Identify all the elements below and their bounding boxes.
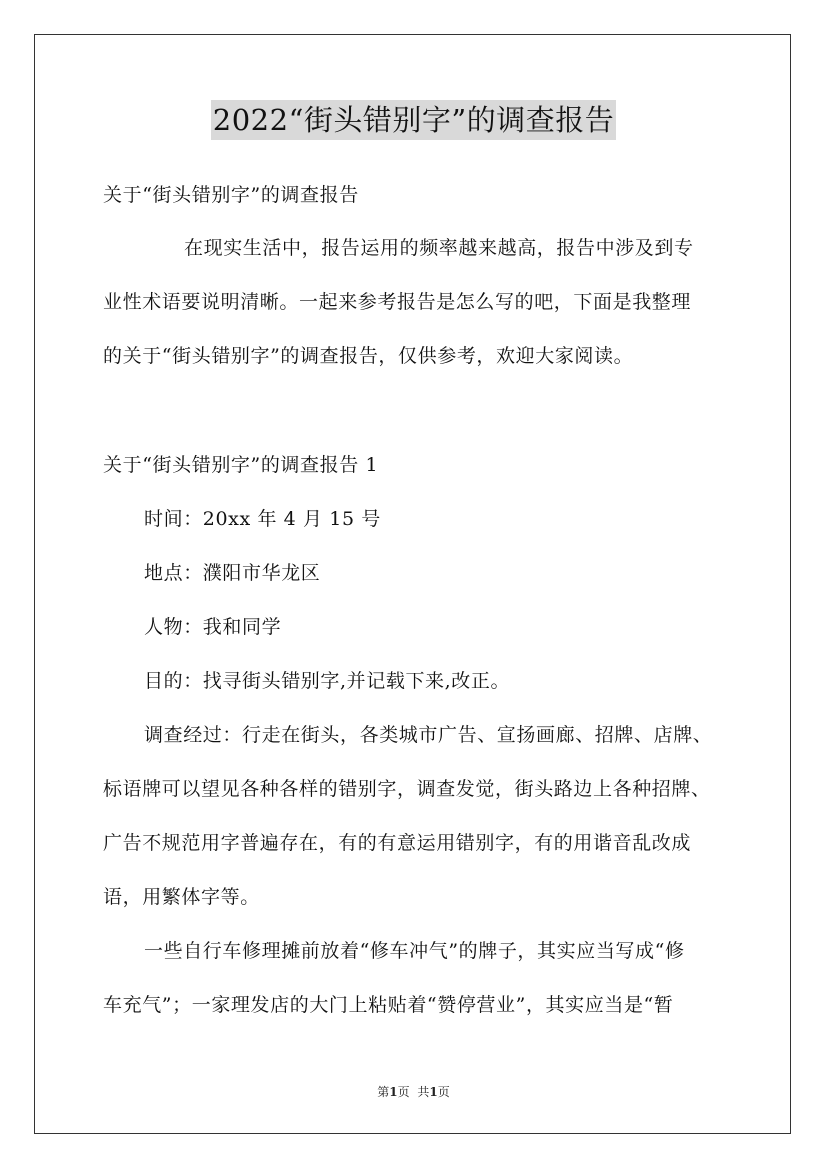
total-label-suffix: 页 (437, 1085, 450, 1099)
document-subtitle: 关于“街头错别字”的调查报告 (103, 184, 359, 206)
page-current: 1 (389, 1085, 398, 1099)
process-line-1: 调查经过：行走在街头，各类城市广告、宣扬画廊、招牌、店牌、 (144, 724, 713, 746)
field-purpose: 目的：找寻街头错别字,并记载下来,改正。 (144, 670, 511, 692)
section-heading: 关于“街头错别字”的调查报告 1 (103, 454, 379, 476)
title-container (0, 100, 827, 140)
field-place: 地点：濮阳市华龙区 (144, 562, 321, 584)
field-people: 人物：我和同学 (144, 616, 282, 638)
intro-line-1: 在现实生活中，报告运用的频率越来越高，报告中涉及到专 (184, 237, 694, 259)
process-line-4: 语，用繁体字等。 (103, 886, 260, 908)
page-footer (0, 1084, 827, 1100)
process-line-3: 广告不规范用字普遍存在，有的有意运用错别字，有的用谐音乱改成 (103, 832, 692, 854)
page-total: 1 (429, 1085, 438, 1099)
total-label-prefix: 共 (417, 1085, 430, 1099)
page-label-prefix: 第 (377, 1085, 390, 1099)
intro-line-3: 的关于“街头错别字”的调查报告，仅供参考，欢迎大家阅读。 (103, 345, 634, 367)
field-time: 时间：20xx 年 4 月 15 号 (144, 508, 381, 530)
document-title: 2022“街头错别字”的调查报告 (211, 100, 616, 140)
intro-line-2: 业性术语要说明清晰。一起来参考报告是怎么写的吧，下面是我整理 (103, 291, 692, 313)
example-line-2: 车充气”；一家理发店的大门上粘贴着“赞停营业”，其实应当是“暂 (103, 994, 674, 1016)
process-line-2: 标语牌可以望见各种各样的错别字，调查发觉，街头路边上各种招牌、 (103, 778, 711, 800)
page-label-mid: 页 (397, 1085, 410, 1099)
example-line-1: 一些自行车修理摊前放着“修车冲气”的牌子，其实应当写成“修 (144, 940, 685, 962)
